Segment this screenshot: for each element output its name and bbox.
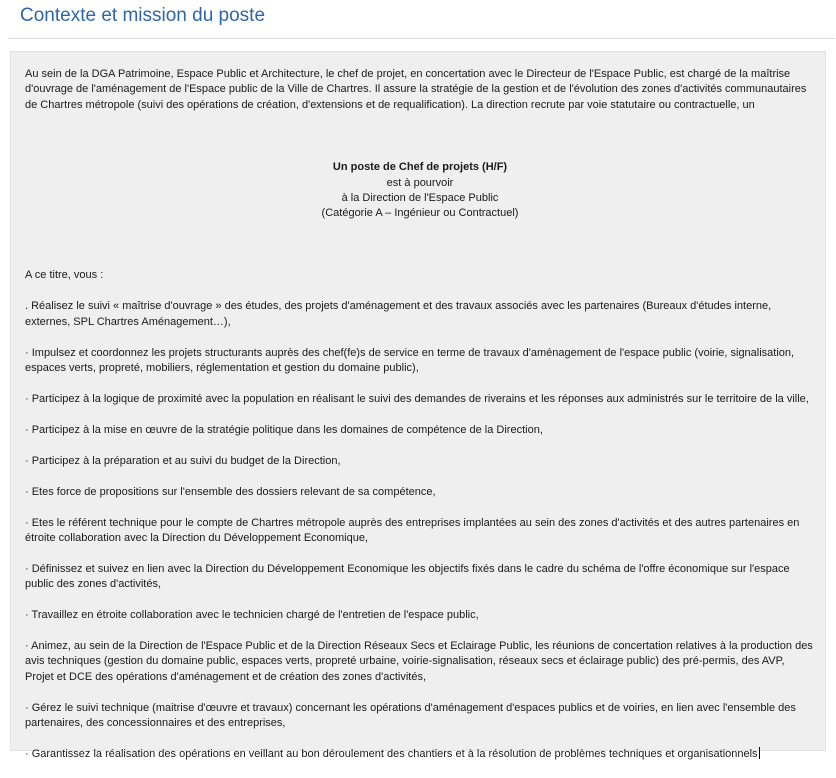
- mission-item: · Animez, au sein de la Direction de l'Espace Public et de la Direction Réseaux Secs et Eclairage Public, les réunions de concertation relatives à la production des avis techniques (gestion du domaine public, espaces verts, propreté urbaine, voirie-signalisation, réseaux secs et éclairage public) des pré-permis, des AVP, Projet et DCE des opérations d'aménagement et de création des zones d'activités,: [25, 640, 813, 683]
- intro-paragraph: Au sein de la DGA Patrimoine, Espace Public et Architecture, le chef de projet, en concertation avec le Directeur de l'Espace Public, est chargé de la maîtrise d'ouvrage de l'aménagement de l'Espace public de la Ville de Chartres. Il assure la stratégie de la gestion et de l'évolution des zones d'activités communautaires de Chartres métropole (suivi des opérations de création, d'extensions et de requalification). La direction recrute par voie statutaire ou contractuelle, un: [25, 68, 807, 111]
- mission-item-last: [25, 747, 815, 762]
- mission-item: · Définissez et suivez en lien avec la Direction du Développement Economique les objectifs fixés dans le cadre du schéma de l'offre économique sur l'espace public des zones d'activités,: [25, 562, 790, 591]
- mission-item: · Impulsez et coordonnez les projets structurants auprès des chef(fe)s de service en terme de travaux d'aménagement de l'espace public (voirie, signalisation, espaces verts, propreté, mobiliers, réglementation et gestion du domaine public),: [25, 346, 795, 374]
- missions-lead: A ce titre, vous :: [25, 268, 104, 281]
- mission-item: . Réalisez le suivi « maîtrise d'ouvrage » des études, des projets d'aménagement et des travaux associés avec les partenaires (Bureaux d'études interne, externes, SPL Chartres Aménagement…),: [25, 300, 772, 328]
- position-announcement: [25, 160, 815, 222]
- mission-item: · Etes le référent technique pour le compte de Chartres métropole auprès des entreprises implantées au sein des zones d'activités et des autres partenaires en étroite collaboration avec la Direction du Développement Economique,: [25, 516, 800, 544]
- missions-list: [25, 299, 815, 762]
- mission-item-text: · Garantissez la réalisation des opérations en veillant au bon déroulement des chantiers et à la résolution de problèmes techniques et organisationnels: [25, 748, 758, 761]
- announcement-line: à la Direction de l'Espace Public: [341, 192, 499, 205]
- mission-item: · Participez à la préparation et au suivi du budget de la Direction,: [25, 454, 341, 467]
- section-title: Contexte et mission du poste: [20, 5, 266, 26]
- mission-item: · Participez à la mise en œuvre de la stratégie politique dans les domaines de compétence de la Direction,: [25, 423, 543, 436]
- mission-item: · Etes force de propositions sur l'ensemble des dossiers relevant de sa compétence,: [25, 485, 436, 498]
- job-description-content: [25, 67, 815, 778]
- announcement-category: (Catégorie A – Ingénieur ou Contractuel): [321, 207, 519, 220]
- mission-item: · Gérez le suivi technique (maitrise d'œuvre et travaux) concernant les opérations d'aménagement d'espaces publics et de voiries, en lien avec l'ensemble des partenaires, des concessionnaires et des entreprises,: [25, 701, 796, 730]
- position-title: Un poste de Chef de projets (H/F): [332, 161, 508, 174]
- title-divider: [8, 38, 834, 39]
- announcement-line: est à pourvoir: [386, 176, 454, 189]
- job-description-box[interactable]: [10, 51, 826, 761]
- text-cursor: [759, 747, 760, 759]
- mission-item: · Participez à la logique de proximité avec la population en réalisant le suivi des demandes de riverains et les réponses aux administrés sur le territoire de la ville,: [25, 392, 809, 405]
- mission-item: · Travaillez en étroite collaboration avec le technicien chargé de l'entretien de l'espace public,: [25, 609, 479, 622]
